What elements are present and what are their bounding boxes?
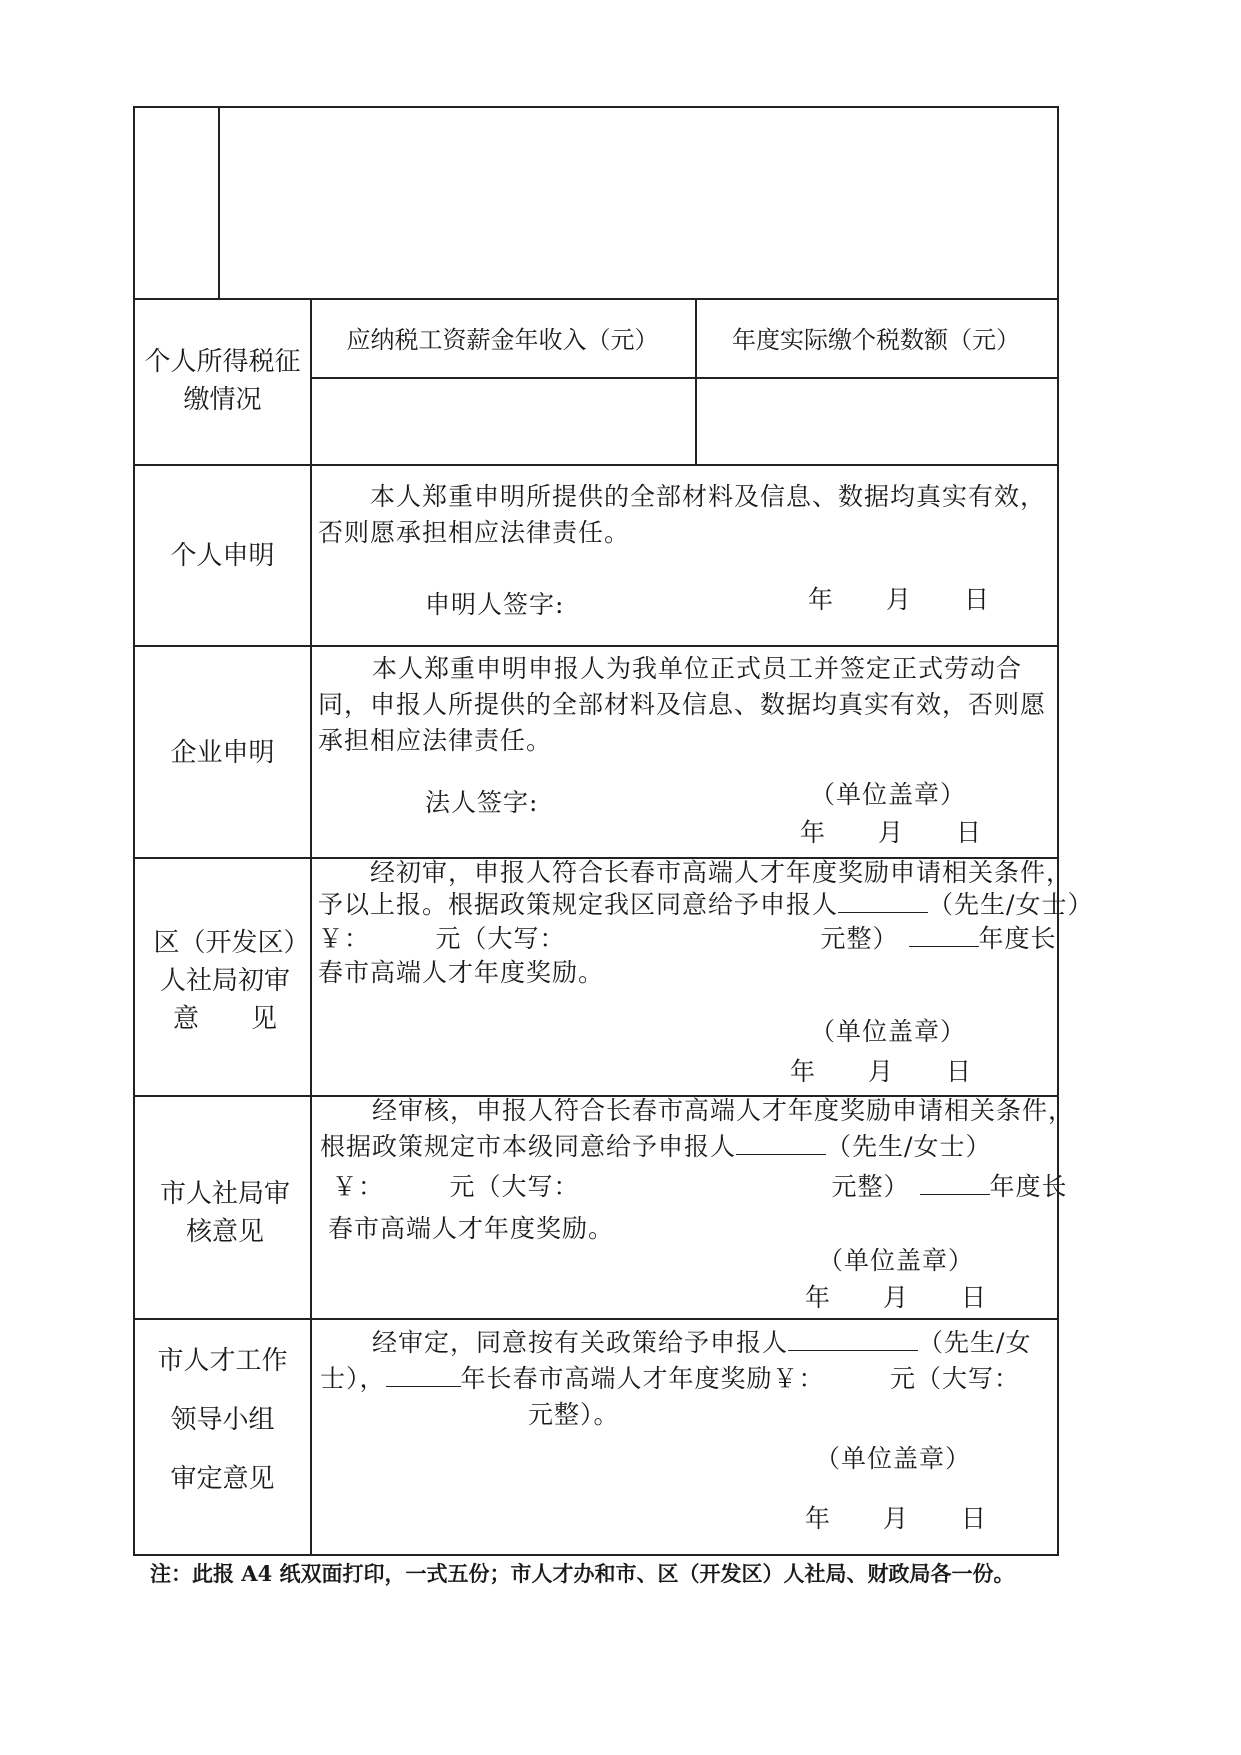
enterprise-declaration-line2: 同，申报人所提供的全部材料及信息、数据均真实有效，否则愿 bbox=[318, 690, 1047, 719]
city-review-label bbox=[150, 1175, 300, 1251]
district-review-line2-text: 予以上报。根据政策规定我区同意给予申报人 bbox=[318, 890, 839, 919]
row-divider-2 bbox=[133, 464, 1059, 466]
city-seal: （单位盖章） bbox=[818, 1246, 975, 1275]
personal-signer-label: 申明人签字: bbox=[425, 590, 565, 619]
city-review-label-text: 市人社局审核意见 bbox=[160, 1179, 291, 1247]
enterprise-declaration-label: 企业申明 bbox=[170, 738, 275, 768]
district-amount-text: ￥： 元（大写： bbox=[318, 924, 566, 953]
leadership-label-line1: 市人才工作 bbox=[157, 1346, 288, 1376]
row-divider-6 bbox=[133, 1318, 1059, 1320]
leadership-year-field[interactable] bbox=[386, 1364, 461, 1387]
leadership-line1-text: 经审定，同意按有关政策给予申报人 bbox=[372, 1328, 789, 1357]
leadership-seal: （单位盖章） bbox=[815, 1444, 972, 1473]
district-year-field[interactable] bbox=[909, 924, 979, 947]
city-amount-text: ￥： 元（大写： bbox=[332, 1172, 580, 1201]
leadership-line2-prefix: 士）， bbox=[320, 1364, 386, 1393]
taxable-income-header: 应纳税工资薪金年收入（元） bbox=[346, 326, 659, 354]
personal-declaration-label: 个人申明 bbox=[170, 541, 275, 571]
enterprise-seal: （单位盖章） bbox=[810, 780, 967, 809]
district-review-label: 区（开发区）人社局初审意 见 bbox=[153, 928, 297, 1034]
city-applicant-name-field[interactable] bbox=[736, 1132, 826, 1155]
city-year-suffix: 年度长 bbox=[989, 1172, 1068, 1201]
footnote: 注：此报 A4 纸双面打印，一式五份；市人才办和市、区（开发区）人社局、财政局各一份。 bbox=[150, 1561, 1015, 1586]
table-top-border bbox=[133, 106, 1059, 108]
district-review-line2-suffix: （先生/女士） bbox=[928, 890, 1094, 919]
city-date: 年 月 日 bbox=[805, 1283, 988, 1312]
leadership-line2-text: 年长春市高端人才年度奖励￥： 元（大写： bbox=[460, 1364, 1021, 1393]
city-review-line2 bbox=[320, 1128, 991, 1166]
personal-declaration-line2: 否则愿承担相应法律责任。 bbox=[318, 518, 631, 547]
leadership-label-line3: 审定意见 bbox=[170, 1464, 275, 1494]
enterprise-declaration-line3: 承担相应法律责任。 bbox=[318, 726, 553, 755]
district-year-suffix: 年度长 bbox=[978, 924, 1057, 953]
leadership-label-line2: 领导小组 bbox=[170, 1405, 275, 1435]
personal-date: 年 月 日 bbox=[808, 585, 991, 614]
city-review-line2-suffix: （先生/女士） bbox=[826, 1132, 992, 1161]
district-review-line1: 经初审，申报人符合长春市高端人才年度奖励申请相关条件， bbox=[370, 858, 1073, 887]
district-applicant-name-field[interactable] bbox=[838, 890, 928, 913]
district-review-line2 bbox=[318, 886, 1093, 924]
personal-declaration-line1: 本人郑重申明所提供的全部材料及信息、数据均真实有效， bbox=[370, 482, 1047, 511]
city-review-line4: 春市高端人才年度奖励。 bbox=[328, 1214, 615, 1243]
district-review-line4: 春市高端人才年度奖励。 bbox=[318, 958, 605, 987]
enterprise-date: 年 月 日 bbox=[800, 818, 983, 847]
city-year-field[interactable] bbox=[920, 1172, 990, 1195]
table-bottom-border bbox=[133, 1554, 1059, 1556]
district-date: 年 月 日 bbox=[790, 1057, 973, 1086]
district-amount-suffix: 元整） bbox=[820, 924, 899, 953]
row-divider-1 bbox=[133, 298, 1059, 300]
leadership-line1-suffix: （先生/女 bbox=[918, 1328, 1032, 1357]
tax-paid-header: 年度实际缴个税数额（元） bbox=[732, 326, 1020, 354]
city-amount-suffix: 元整） bbox=[831, 1172, 910, 1201]
leadership-applicant-name-field[interactable] bbox=[788, 1328, 918, 1351]
leadership-line1 bbox=[372, 1324, 1031, 1362]
leadership-line2 bbox=[320, 1360, 1020, 1398]
city-review-line2-text: 根据政策规定市本级同意给予申报人 bbox=[320, 1132, 737, 1161]
legal-person-signer-label: 法人签字: bbox=[425, 788, 539, 817]
district-review-line3 bbox=[318, 920, 1057, 958]
label-column-divider bbox=[310, 298, 312, 1556]
row-divider-3 bbox=[133, 645, 1059, 647]
leadership-line3: 元整）。 bbox=[528, 1400, 620, 1429]
enterprise-declaration-line1: 本人郑重申明申报人为我单位正式员工并签定正式劳动合 bbox=[372, 654, 1023, 683]
tax-column-divider bbox=[695, 298, 697, 466]
top-row-inner-column bbox=[218, 106, 220, 300]
city-review-line1: 经审核，申报人符合长春市高端人才年度奖励申请相关条件， bbox=[372, 1096, 1075, 1125]
leadership-date: 年 月 日 bbox=[805, 1504, 988, 1533]
tax-label: 个人所得税征缴情况 bbox=[144, 347, 301, 415]
table-left-border bbox=[133, 106, 135, 1556]
district-seal: （单位盖章） bbox=[810, 1017, 967, 1046]
table-right-border bbox=[1057, 106, 1059, 1556]
tax-inner-divider bbox=[310, 377, 1059, 379]
city-review-line3 bbox=[332, 1168, 1068, 1206]
